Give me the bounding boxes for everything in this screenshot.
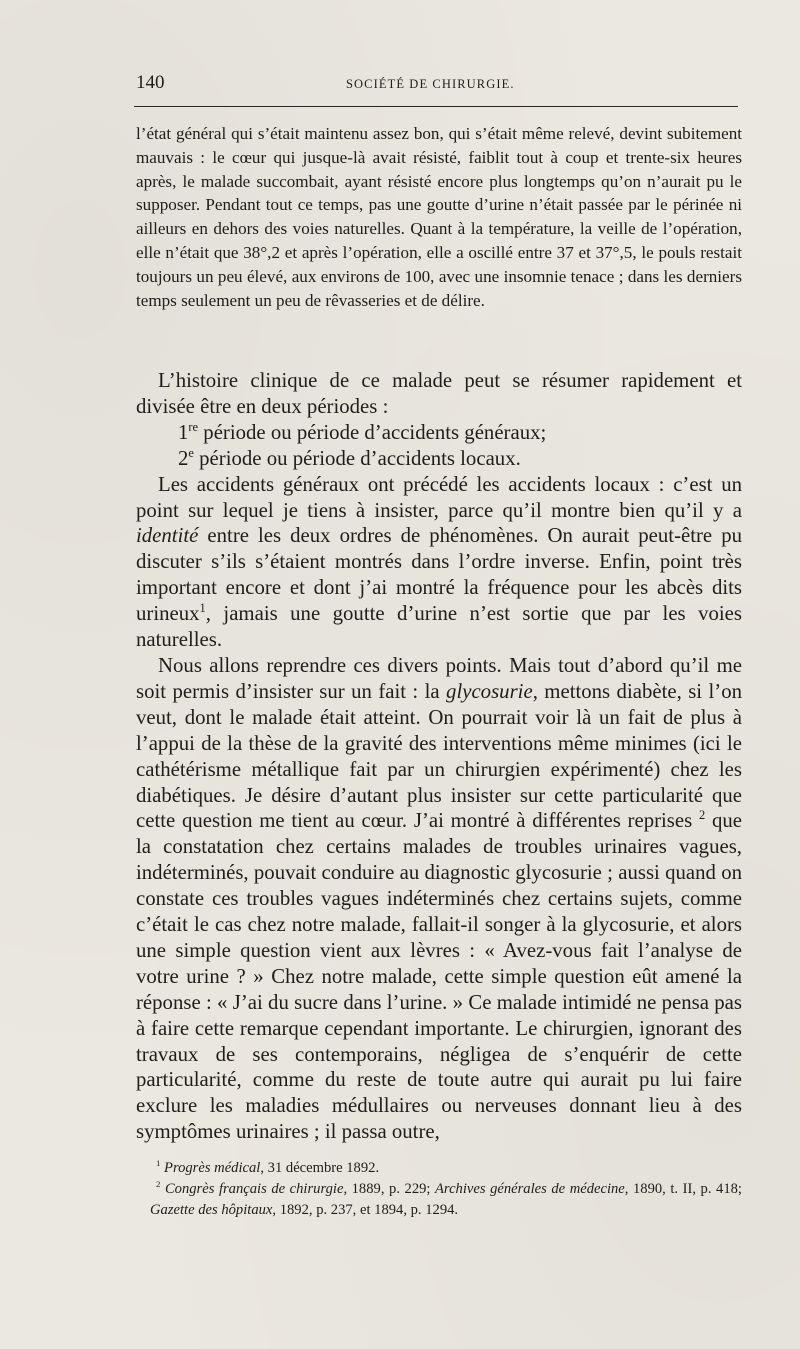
running-title: SOCIÉTÉ DE CHIRURGIE. (346, 77, 515, 91)
paragraph-2: L’histoire clinique de ce malade peut se résumer rapidement et divisée être en deux périodes : (136, 369, 742, 418)
main-text (136, 368, 742, 1145)
footnote-1-mark: 1 (156, 1158, 161, 1169)
footnote-2-details-1: , 1889, p. 229; (343, 1181, 436, 1197)
footnote-2 (136, 1179, 742, 1221)
page-number: 140 (136, 72, 165, 93)
list-item-1 (136, 420, 742, 446)
footnote-2-source-3: Gazette des hôpitaux (150, 1202, 273, 1218)
footnote-1-source: Progrès médical (164, 1160, 261, 1176)
paragraph-4-part-c: que la constatation chez certains malades de troubles urinaires vagues, indéterminés, pouvait conduire au diagnostic glycosurie ; aussi quand on constate ces troubles vagues indéterminés chez certains sujets, comme c’était le cas chez notre malade, fallait-il songer à la glycosurie, et alors une simple question vient aux lèvres : « Avez-vous fait l’analyse de votre urine ? » Chez notre malade, cette simple question eût amené la réponse : « J’ai du sucre dans l’urine. » Ce malade intimidé ne pensa pas à faire cette remarque cependant importante. Le chirurgien, ignorant des travaux de ses contemporains, négligea de s’enquérir de cette particularité, comme du reste de toute autre qui aurait pu lui faire exclure les maladies médullaires ou nerveuses donnant lieu à des symptômes urinaires ; il passa outre, (136, 809, 742, 1144)
list-item-2-number: 2 (178, 446, 189, 470)
paragraph-4 (136, 653, 742, 1145)
list-item-2-text: période ou période d’accidents locaux. (193, 446, 521, 470)
footnotes (136, 1158, 742, 1221)
paragraph-3 (136, 472, 742, 653)
paragraph-1: l’état général qui s’était maintenu assez bon, qui s’était même relevé, devint subitement mauvais : le cœur qui jusque-là avait résisté, faiblit tout à coup et trente-six heures après, le malade succombait, ayant résisté encore plus longtemps qu’on n’aurait pu le supposer. Pendant tout ce temps, pas une goutte d’urine n’était passée par le périnée ni ailleurs en dehors des voies naturelles. Quant à la température, la veille de l’opération, elle n’était que 38°,2 et après l’opération, elle a oscillé entre 37 et 37°,5, le pouls restait toujours un peu élevé, aux environs de 100, avec une insomnie tenace ; dans les derniers temps seulement un peu de rêvasseries et de délire. (136, 124, 742, 310)
footnote-1-details: , 31 décembre 1892. (260, 1160, 380, 1176)
paragraph-4-part-a: Nous allons reprendre ces divers points. Mais tout d’abord qu’il me soit permis d’insister sur un fait : la (136, 653, 742, 703)
list-item-1-number: 1 (178, 420, 189, 444)
footnote-ref-2: 2 (698, 808, 706, 823)
header-rule (134, 106, 738, 107)
footnote-2-mark: 2 (156, 1179, 161, 1190)
opening-paragraph (136, 122, 742, 312)
list-item-2-ordinal: e (188, 445, 194, 460)
paragraph-4-part-b: , mettons diabète, si l’on veut, dont le malade était atteint. On pourrait voir là un fait de plus à l’appui de la thèse de la gravité des interventions même minimes (ici le cathétérisme métallique fait par un chirurgien expérimenté) chez les diabétiques. Je désire d’autant plus insister sur cette particularité que cette question me tient au cœur. J’ai montré à différentes reprises (136, 679, 742, 833)
paragraph-3-part-b: entre les deux ordres de phénomènes. On aurait peut-être pu discuter s’ils s’étaient montrés dans l’ordre inverse. Enfin, point très important encore et dont j’ai montré la fréquence pour les abcès dits urineux (136, 524, 742, 626)
footnote-2-source-2: Archives générales de médecine (435, 1181, 625, 1197)
running-head (136, 72, 738, 100)
paragraph-3-part-a: Les accidents généraux ont précédé les accidents locaux : c’est un point sur lequel je tiens à insister, parce qu’il montre bien qu’il y a (136, 472, 742, 522)
paragraph-4-italic: glycosurie (446, 679, 533, 703)
footnote-2-source-1: Congrès français de chirurgie (164, 1181, 344, 1197)
footnote-ref-1: 1 (199, 601, 206, 616)
list-item-1-text: période ou période d’accidents généraux; (198, 420, 547, 444)
footnote-2-details-3: , 1892, p. 237, et 1894, p. 1294. (272, 1202, 459, 1218)
list-item-2 (136, 446, 742, 472)
list-item-1-ordinal: re (188, 419, 199, 434)
footnote-2-details-2: , 1890, t. II, p. 418; (624, 1181, 742, 1197)
paragraph-3-italic: identité (136, 524, 199, 548)
footnote-1 (136, 1158, 742, 1179)
paragraph-3-part-c: , jamais une goutte d’urine n’est sortie que par les voies naturelles. (136, 602, 742, 652)
